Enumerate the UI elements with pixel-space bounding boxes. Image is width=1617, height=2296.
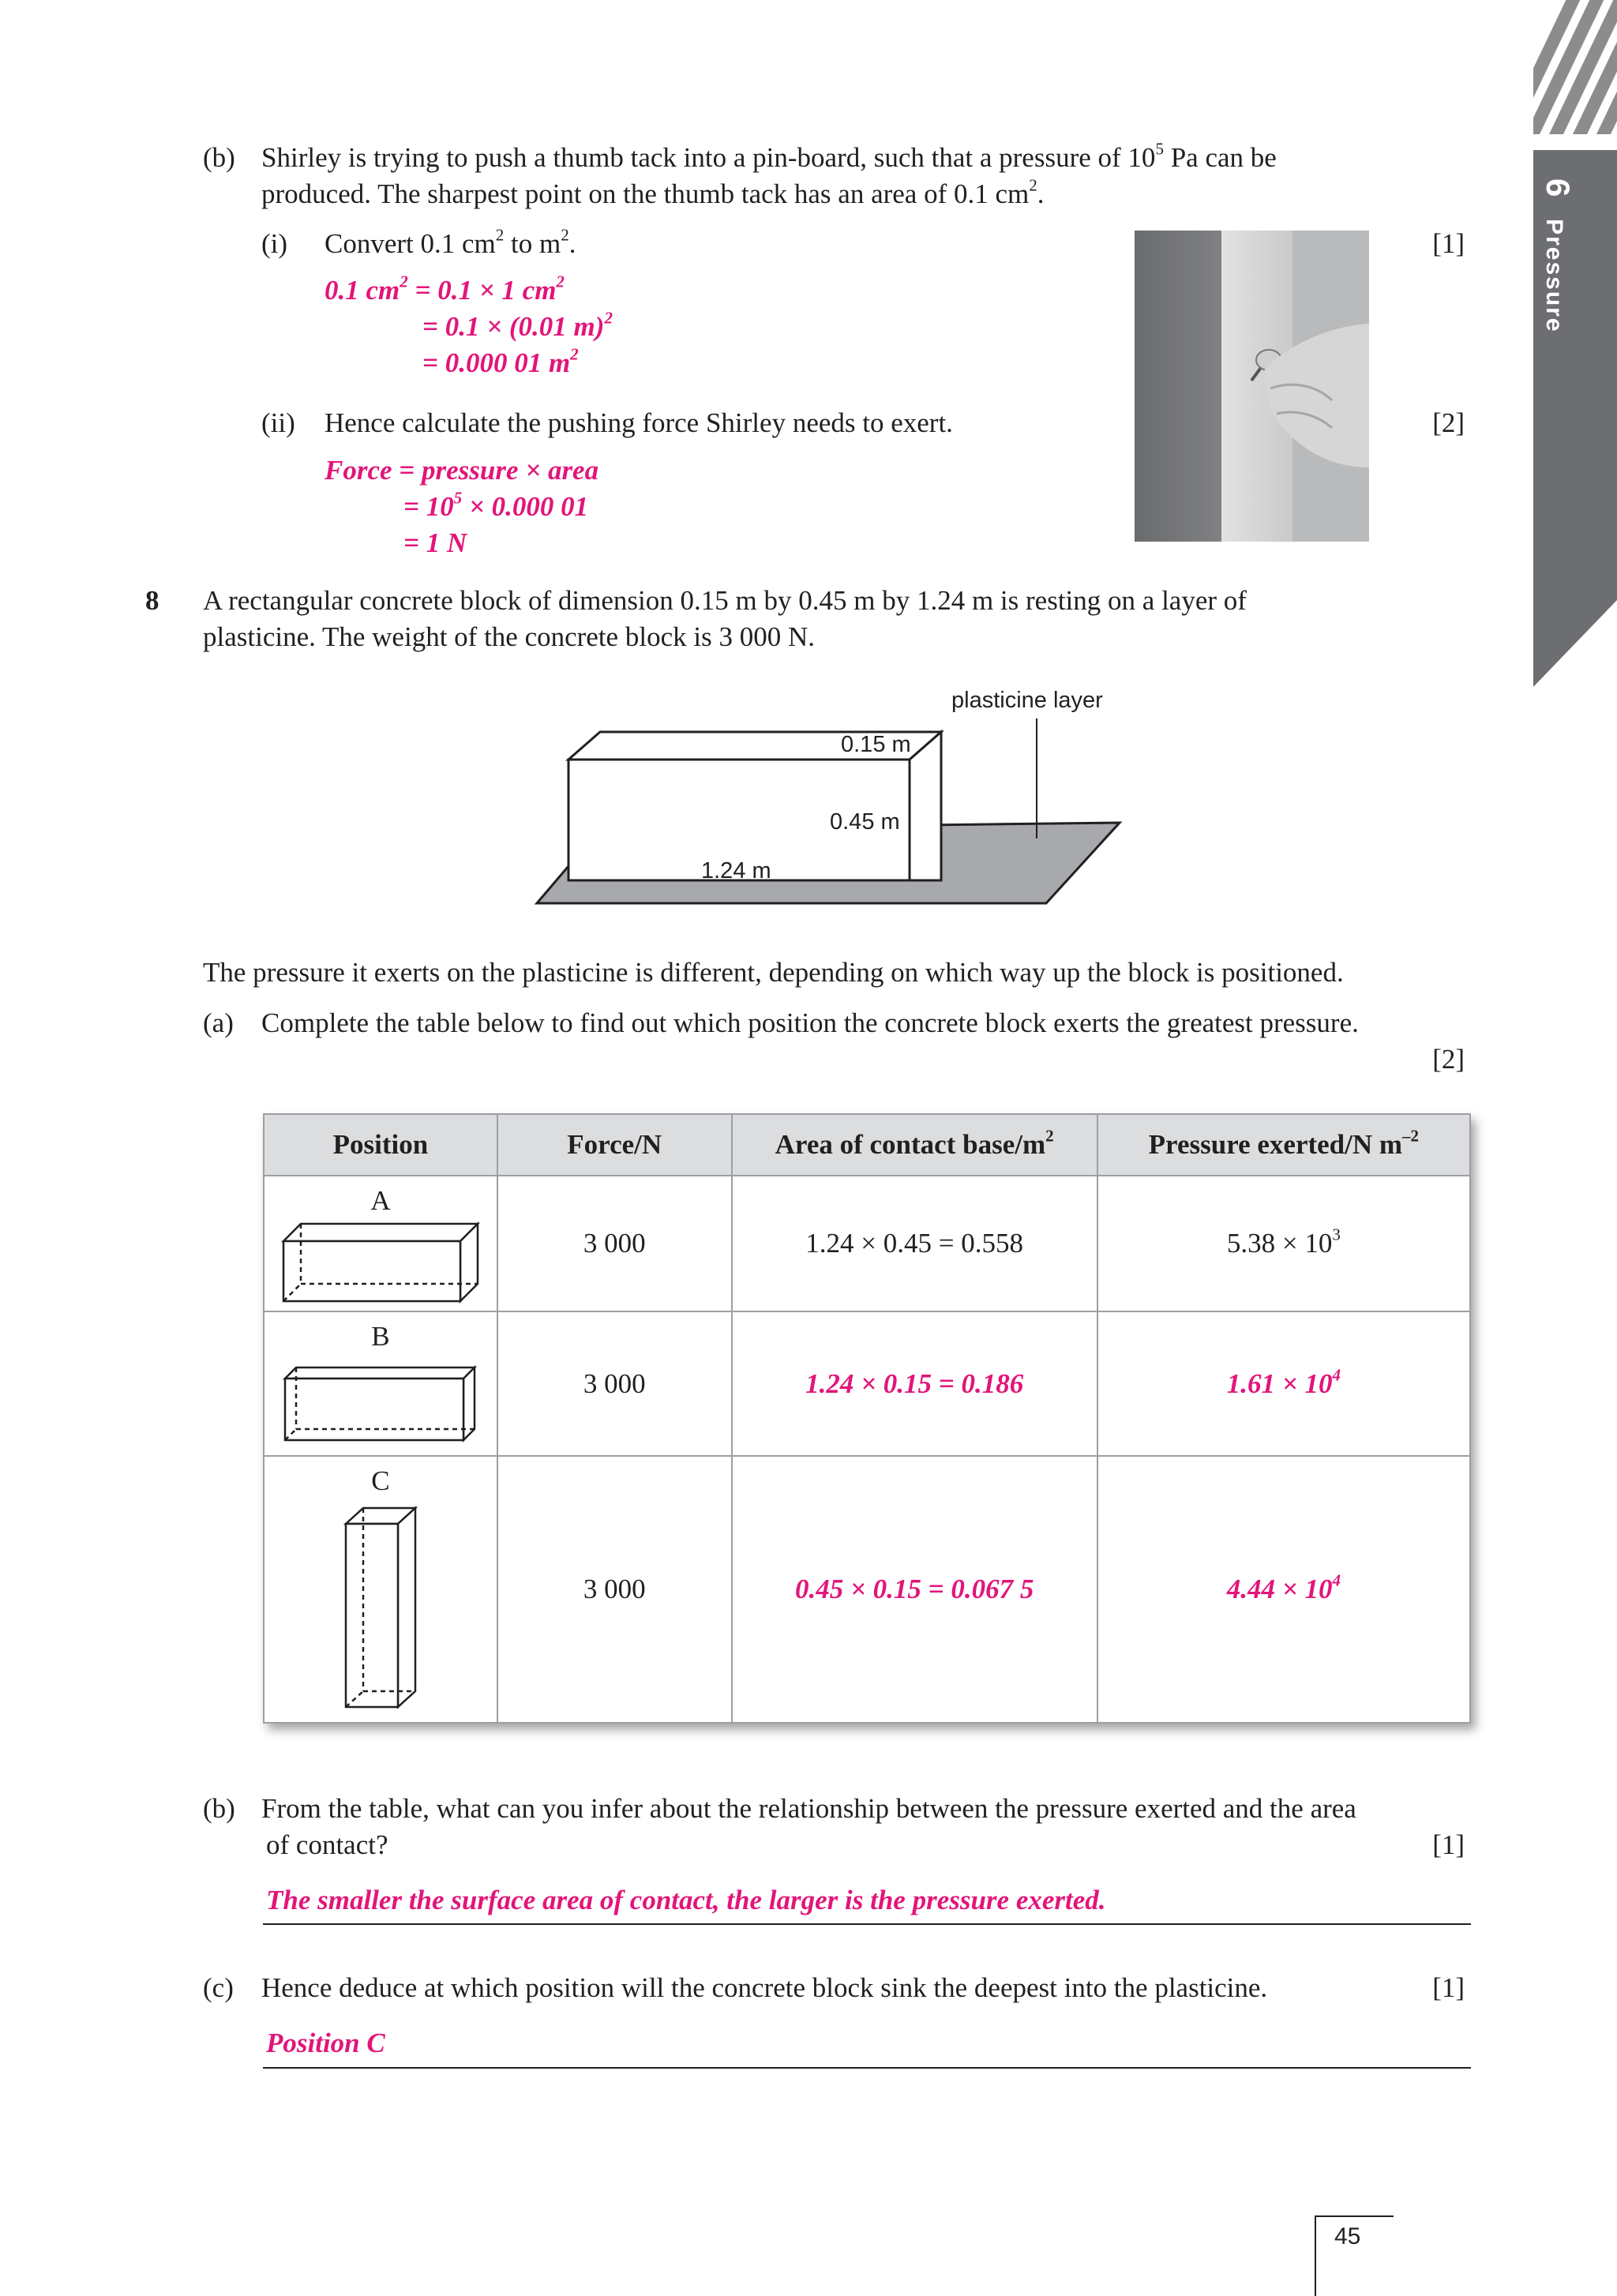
q8c-label: (c) xyxy=(203,1972,234,2003)
force-cell: 3 000 xyxy=(497,1311,732,1456)
block-position-c-icon xyxy=(333,1503,428,1716)
header-area: Area of contact base/$m^2$ xyxy=(732,1114,1097,1176)
table-row xyxy=(264,1456,1470,1723)
q8b-label: (b) xyxy=(203,1793,235,1824)
q7b-ii-marks: [2] xyxy=(1432,407,1465,438)
block-position-a-icon xyxy=(274,1211,487,1306)
q8-text-line1: A rectangular concrete block of dimension 0.15 m by 0.45 m by 1.24 m is resting on a layer of xyxy=(203,585,1247,616)
q7b-i-answer: 0.1 $cm^2 = 0.1 \times 1$ $cm^2$ = 0.1 × (0.01 m)$^2$ = 0.000 01 $m^2$ xyxy=(325,272,613,378)
q8a-marks: [2] xyxy=(1432,1044,1465,1075)
page-number-rule xyxy=(1315,2215,1316,2296)
position-letter: B xyxy=(371,1321,390,1352)
block-side-face xyxy=(910,732,941,880)
stripe-pattern xyxy=(1533,0,1617,158)
area-cell: 1.24 × 0.45 = 0.558 xyxy=(732,1176,1097,1311)
q7b-i-text: Convert 0.1 $cm^2$ to $m^2$. xyxy=(325,225,576,259)
pressure-table xyxy=(263,1113,1471,1724)
q8-intro: The pressure it exerts on the plasticine is different, depending on which way up the block is positioned. xyxy=(203,957,1344,988)
pressure-cell: $5.38 \times 10^3$ xyxy=(1097,1176,1470,1311)
position-cell xyxy=(264,1311,497,1456)
q7b-label: (b) xyxy=(203,142,235,173)
position-letter: C xyxy=(371,1465,390,1496)
dim-front-label: 1.24 m xyxy=(701,858,771,884)
q8b-text-line1: From the table, what can you infer about the relationship between the pressure exerted and the area xyxy=(261,1793,1356,1824)
q8c-answer: Position C xyxy=(266,2028,385,2058)
q8b-marks: [1] xyxy=(1432,1829,1465,1860)
q8a-label: (a) xyxy=(203,1007,234,1038)
q7b-text-line2: produced. The sharpest point on the thumb tack has an area of 0.1 $cm^2$. xyxy=(261,175,1045,209)
header-pressure: Pressure exerted/N $m^{-2}$ xyxy=(1097,1114,1470,1176)
table-header-row xyxy=(264,1114,1470,1176)
q8-text-line2: plasticine. The weight of the concrete block is 3 000 N. xyxy=(203,621,815,652)
q8b-text-line2: of contact? xyxy=(266,1829,388,1860)
q7b-i-marks: [1] xyxy=(1432,228,1465,259)
q8c-text: Hence deduce at which position will the concrete block sink the deepest into the plasticine. xyxy=(261,1972,1268,2003)
table-row xyxy=(264,1311,1470,1456)
concrete-block-diagram xyxy=(474,671,1153,916)
dim-top-label: 0.15 m xyxy=(841,732,911,757)
force-cell: 3 000 xyxy=(497,1456,732,1723)
chapter-number: 6 xyxy=(1540,178,1577,197)
position-letter: A xyxy=(370,1185,391,1216)
force-cell: 3 000 xyxy=(497,1176,732,1311)
chapter-title: Pressure xyxy=(1541,219,1567,333)
q7b-i-label: (i) xyxy=(261,228,288,259)
pressure-cell: $4.44 \times 10^4$ xyxy=(1097,1456,1470,1723)
plasticine-label: plasticine layer xyxy=(951,688,1103,713)
q8c-marks: [1] xyxy=(1432,1972,1465,2003)
answer-line xyxy=(263,1923,1471,1925)
area-cell: 1.24 × 0.15 = 0.186 xyxy=(732,1311,1097,1456)
block-position-b-icon xyxy=(274,1358,487,1446)
thumb-tack-photo xyxy=(1135,231,1369,542)
q7b-ii-label: (ii) xyxy=(261,407,295,438)
page-number: 45 xyxy=(1334,2223,1361,2249)
table-row xyxy=(264,1176,1470,1311)
header-position: Position xyxy=(264,1114,497,1176)
q8a-text: Complete the table below to find out which position the concrete block exerts the greatest pressure. xyxy=(261,1007,1359,1038)
position-cell xyxy=(264,1456,497,1723)
header-force: Force/N xyxy=(497,1114,732,1176)
area-cell: 0.45 × 0.15 = 0.067 5 xyxy=(732,1456,1097,1723)
q7b-ii-answer: Force = pressure × area = $10^5 \times 0.000$ 01 = 1 N xyxy=(325,455,599,558)
q8-number: 8 xyxy=(145,585,159,616)
q7b-text-line1: Shirley is trying to push a thumb tack into a pin-board, such that a pressure of $10^5$ Pa can be xyxy=(261,139,1277,173)
position-cell xyxy=(264,1176,497,1311)
dim-side-label: 0.45 m xyxy=(830,809,900,835)
page-number-rule-top xyxy=(1315,2215,1394,2217)
answer-line xyxy=(263,2067,1471,2069)
chapter-side-tab xyxy=(1533,0,1617,687)
q7b-ii-text: Hence calculate the pushing force Shirley needs to exert. xyxy=(325,407,953,438)
pressure-cell: $1.61 \times 10^4$ xyxy=(1097,1311,1470,1456)
q8b-answer: The smaller the surface area of contact, the larger is the pressure exerted. xyxy=(266,1885,1106,1915)
